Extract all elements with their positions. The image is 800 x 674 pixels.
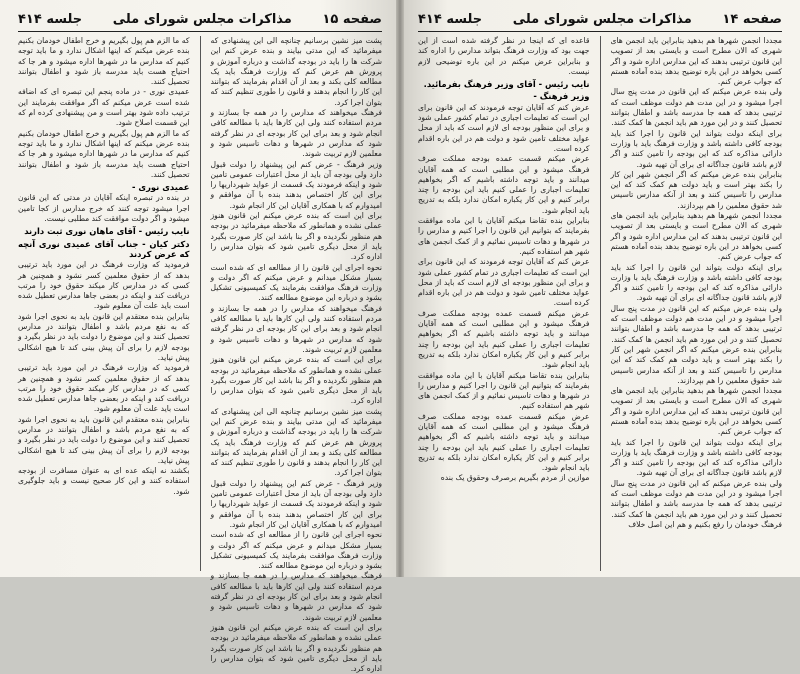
right-page-header bbox=[418, 10, 782, 32]
paragraph: ولی بنده عرض میکنم که این قانون در مدت پنج سال اجرا میشود و در این مدت هم دولت موظف است که ترتیبی بدهد که همه جا مدرسه باشد و اطفال بتوانند تحصیل کنند و در این مورد هم باید انجمن ها کمک کنند. bbox=[610, 87, 782, 128]
paragraph: نحوه اجرای این قانون را از مطالعه ای که شده است بسیار مشکل میدانم و عرض میکنم که اگر دولت و وزارت فرهنگ موافقت بفرمایند یک کمیسیونی تشکیل بشود و درباره این موضوع مطالعه کنند. bbox=[210, 530, 382, 571]
paragraph: مجددا انجمن شهرها هم بدهید بنابراین باید انجمن های شهری که الان مطرح است و بایستی بعد از تصویب این قانون ترتیبی بدهند که این مدارس اداره شود و اگر کسی بخواهد در این باره توضیح بدهد بنده آماده هستم که جواب عرض کنم. bbox=[610, 36, 782, 87]
page-title: مذاکرات مجلس شورای ملی bbox=[512, 11, 692, 27]
text-column-left bbox=[418, 36, 590, 571]
paragraph: برای اینکه دولت بتواند این قانون را اجرا کند باید بودجه کافی داشته باشد و وزارت فرهنگ باید با وزارت دارائی مذاکره کند که این بودجه را تامین کنند و اگر لازم باشد قانون جداگانه ای برای آن تهیه شود. bbox=[610, 128, 782, 169]
page-number: صفحه ۱۵ bbox=[322, 11, 382, 27]
paragraph: که ما الزم هم پول بگیریم و خرج اطفال خودمان بکنیم بنده عرض میکنم که اینها اشکال ندارد و ما باید توجه کنیم که مدارس ما در شهرها اداره میشود و هر جا که احتیاج هست باید مدرسه باز شود و اطفال بتوانند تحصیل کنند. bbox=[18, 128, 190, 179]
speaker-heading: عمیدی نوری - bbox=[132, 182, 190, 193]
text-column-left bbox=[18, 36, 190, 571]
paragraph: برای این است که بنده عرض میکنم این قانون هنوز عملی نشده و همانطور که ملاحظه میفرمائید در بودجه هم منظور نگردیده و اگر بنا باشد این کار صورت بگیرد باید از محل دیگری تامین شود که بتوان مدارس را اداره کرد. bbox=[210, 622, 382, 674]
speaker-heading: نایب رئیس - آقای ماهان نوری ثبت دارند bbox=[24, 226, 190, 237]
column-divider bbox=[600, 36, 601, 571]
paragraph: فرهنگ میخواهند که مدارس را در همه جا بسازند و مردم استفاده کنند ولی این کارها باید با مطالعه کافی انجام شود و بعد برای این کار بودجه ای در نظر گرفته شود که مدارس در شهرها و دهات تاسیس شود و معلمین لازم تربیت شوند. bbox=[210, 108, 382, 159]
speaker-heading: وزیر فرهنگ - bbox=[533, 91, 590, 102]
paragraph: بنابراین بنده عرض میکنم که اگر انجمن شهر این کار را بکند بهتر است و باید دولت هم کمک کند که این مدارس را تاسیس کنند و بعد از آنکه مدارس تاسیس شد حقوق معلمین را هم بپردازند. bbox=[610, 169, 782, 210]
paragraph: وزیر فرهنگ - عرض کنم این پیشنهاد را دولت قبول دارد ولی بودجه آن باید از محل اعتبارات عمومی تامین شود و اینکه فرمودند یک قسمت از عواید شهرداریها را برای این کار اختصاص بدهند بنده با آن موافقم و امیدوارم که با همکاری آقایان این کار انجام شود. bbox=[210, 478, 382, 529]
paragraph: برای این است که بنده عرض میکنم این قانون هنوز عملی نشده و همانطور که ملاحظه میفرمائید در بودجه هم منظور نگردیده و اگر بنا باشد این کار صورت بگیرد باید از محل دیگری تامین شود که بتوان مدارس را اداره کرد. bbox=[210, 211, 382, 262]
paragraph: بنابراین بنده تقاضا میکنم آقایان با این ماده موافقت بفرمایند که بتوانیم این قانون را اجرا کنیم و مدارس را در شهرها و دهات تاسیس نمائیم و از کمک انجمن های شهر هم استفاده کنیم. bbox=[418, 216, 590, 256]
paragraph: عرض میکنم قسمت عمده بودجه مملکت صرف فرهنگ میشود و این مطلبی است که همه آقایان میدانند و باید توجه داشته باشیم که اگر بخواهیم تعلیمات اجباری را عملی کنیم باید این بودجه را چند برابر کنیم و این کار یکباره امکان ندارد بلکه به تدریج باید انجام شود. bbox=[418, 308, 590, 370]
text-column-right bbox=[210, 36, 383, 674]
paragraph: عرض میکنم قسمت عمده بودجه مملکت صرف فرهنگ میشود و این مطلبی است که همه آقایان میدانند و باید توجه داشته باشیم که اگر بخواهیم تعلیمات اجباری را عملی کنیم باید این بودجه را چند برابر کنیم و این کار یکباره امکان ندارد بلکه به تدریج باید انجام شود. bbox=[418, 411, 590, 473]
paragraph: قاعده ای که اینجا در نظر گرفته شده است از این جهت بود که وزارت فرهنگ بتواند مدارس را اداره کند و بنابراین عرض میکنم در این باره توضیحی لازم نیست. bbox=[418, 36, 590, 76]
speaker-heading: دکتر کیان - جناب آقای عمیدی نوری آنچه که عرض کردند bbox=[18, 238, 190, 259]
page-number: صفحه ۱۴ bbox=[722, 11, 782, 27]
paragraph: ولی بنده عرض میکنم که این قانون در مدت پنج سال اجرا میشود و در این مدت هم دولت موظف است که ترتیبی بدهد که همه جا مدرسه باشد و اطفال بتوانند تحصیل کنند و در این مورد هم باید انجمن ها کمک کنند. bbox=[610, 303, 782, 344]
paragraph: در بنده در تبصره اینکه آقایان در مدتی که این قانون اجرا میشود توجه کنند که خرج مدارس از کجا تامین میشود و اگر دولت موافقت کند مطلبی نیست. bbox=[18, 193, 190, 224]
paragraph: بنابراین بنده عرض میکنم که اگر انجمن شهر این کار را بکند بهتر است و باید دولت هم کمک کند که این مدارس را تاسیس کنند و بعد از آنکه مدارس تاسیس شد حقوق معلمین را هم بپردازند. bbox=[610, 344, 782, 385]
paragraph: که ما الزم هم پول بگیریم و خرج اطفال خودمان بکنیم بنده عرض میکنم که اینها اشکال ندارد و ما باید توجه کنیم که مدارس ما در شهرها اداره میشود و هر جا که احتیاج هست باید مدرسه باز شود و اطفال بتوانند تحصیل کنند. bbox=[18, 36, 190, 87]
text-column-right bbox=[611, 36, 783, 571]
paragraph: برای اینکه دولت بتواند این قانون را اجرا کند باید بودجه کافی داشته باشد و وزارت فرهنگ باید با وزارت دارائی مذاکره کند که این بودجه را تامین کنند و اگر لازم باشد قانون جداگانه ای برای آن تهیه شود. bbox=[610, 262, 782, 303]
left-page-header bbox=[18, 10, 382, 32]
paragraph: پشت میز نشین برسانیم چنانچه الی این پیشنهادی که میفرمائید که این مدتی بیایند و بنده عرض کنم این شرکت ها را باید در بودجه گذاشت و درباره آموزش و پرورش هم عرض کنم که وزارت فرهنگ باید یک مطالعه کلی بکند و بعد از آن اقدام بفرمایند که بتوانند این کار را انجام بدهند و قانون را طوری تنظیم کنند که بتوان اجرا کرد. bbox=[210, 36, 382, 107]
paragraph: بنابراین بنده تقاضا میکنم آقایان با این ماده موافقت بفرمایند که بتوانیم این قانون را اجرا کنیم و مدارس را در شهرها و دهات تاسیس نمائیم و از کمک انجمن های شهر هم استفاده کنیم. bbox=[418, 370, 590, 411]
paragraph: فرهنگ خودمان را رفع بکنیم و هم این اصل خلاف bbox=[628, 519, 782, 529]
session-number: جلسه ۴۱۴ bbox=[418, 11, 483, 27]
left-page-columns bbox=[18, 36, 382, 674]
paragraph: برای اینکه دولت بتواند این قانون را اجرا کند باید بودجه کافی داشته باشد و وزارت فرهنگ باید با وزارت دارائی مذاکره کند که این بودجه را تامین کنند و اگر لازم باشد قانون جداگانه ای برای آن تهیه شود. bbox=[610, 437, 782, 478]
paragraph: بنابراین بنده معتقدم این قانون باید به نحوی اجرا شود که به نفع مردم باشد و اطفال بتوانند در مدارس تحصیل کنند و این موضوع را دولت باید در نظر بگیرد و بودجه لازم را برای آن پیش بینی کند تا هیچ اشکالی پیش نیاید. bbox=[18, 414, 190, 465]
paragraph: پشت میز نشین برسانیم چنانچه الی این پیشنهادی که میفرمائید که این مدتی بیایند و بنده عرض کنم این شرکت ها را باید در بودجه گذاشت و درباره آموزش و پرورش هم عرض کنم که وزارت فرهنگ باید یک مطالعه کلی بکند و بعد از آن اقدام بفرمایند که بتوانند این کار را انجام بدهند و قانون را طوری تنظیم کنند که بتوان اجرا کرد. bbox=[210, 406, 382, 478]
paragraph: فرهنگ میخواهند که مدارس را در همه جا بسازند و مردم استفاده کنند ولی این کارها باید با مطالعه کافی انجام شود و بعد برای این کار بودجه ای در نظر گرفته شود که مدارس در شهرها و دهات تاسیس شود و معلمین لازم تربیت شوند. bbox=[210, 303, 382, 354]
paragraph: فرهنگ میخواهند که مدارس را در همه جا بسازند و مردم استفاده کنند ولی این کارها باید با مطالعه کافی انجام شود و بعد برای این کار بودجه ای در نظر گرفته شود که مدارس در شهرها و دهات تاسیس شود و معلمین لازم تربیت شوند. bbox=[210, 571, 382, 622]
paragraph: ولی بنده عرض میکنم که این قانون در مدت پنج سال اجرا میشود و در این مدت هم دولت موظف است که ترتیبی بدهد که همه جا مدرسه باشد و اطفال بتوانند تحصیل کنند و در این مورد هم باید انجمن ها کمک کنند. bbox=[610, 478, 782, 519]
paragraph: وزیر فرهنگ - عرض کنم این پیشنهاد را دولت قبول دارد ولی بودجه آن باید از محل اعتبارات عمومی تامین شود و اینکه فرمودند یک قسمت از عواید شهرداریها را برای این کار اختصاص بدهند بنده با آن موافقم و امیدوارم که با همکاری آقایان این کار انجام شود. bbox=[210, 159, 382, 210]
right-page bbox=[400, 0, 800, 577]
paragraph: عمیدی نوری - در ماده پنجم این تبصره ای که اضافه شده است عرض میکنم که اگر موافقت بفرمایند این ترتیب داده شود بهتر است و من پیشنهادی کرده ام که این قسمت اصلاح شود. bbox=[18, 87, 190, 128]
page-title: مذاکرات مجلس شورای ملی bbox=[112, 11, 292, 27]
paragraph: بنابراین بنده معتقدم این قانون باید به نحوی اجرا شود که به نفع مردم باشد و اطفال بتوانند در مدارس تحصیل کنند و این موضوع را دولت باید در نظر بگیرد و بودجه لازم را برای آن پیش بینی کند تا هیچ اشکالی پیش نیاید. bbox=[18, 311, 190, 362]
right-page-columns bbox=[418, 36, 782, 571]
paragraph: بکشند نه اینکه عده ای به عنوان مسافرت از بودجه استفاده کنند و این کار صحیح نیست و باید جلوگیری شود. bbox=[18, 466, 190, 496]
speaker-heading: نایب رئیس - آقای وزیر فرهنگ بفرمائید. bbox=[423, 79, 590, 90]
paragraph: برای این است که بنده عرض میکنم این قانون هنوز عملی نشده و همانطور که ملاحظه میفرمائید در بودجه هم منظور نگردیده و اگر بنا باشد این کار صورت بگیرد باید از محل دیگری تامین شود که بتوان مدارس را اداره کرد. bbox=[210, 355, 382, 406]
paragraph: مجددا انجمن شهرها هم بدهید بنابراین باید انجمن های شهری که الان مطرح است و بایستی بعد از تصویب این قانون ترتیبی بدهند که این مدارس اداره شود و اگر کسی بخواهد در این باره توضیح بدهد بنده آماده هستم که جواب عرض کنم. bbox=[610, 211, 782, 262]
paragraph: مجددا انجمن شهرها هم بدهید بنابراین باید انجمن های شهری که الان مطرح است و بایستی بعد از تصویب این قانون ترتیبی بدهند که این مدارس اداره شود و اگر کسی بخواهد در این باره توضیح بدهد بنده آماده هستم که جواب عرض کنم. bbox=[610, 386, 782, 437]
book-gutter bbox=[396, 0, 404, 577]
paragraph: نحوه اجرای این قانون را از مطالعه ای که شده است بسیار مشکل میدانم و عرض میکنم که اگر دولت و وزارت فرهنگ موافقت بفرمایند یک کمیسیونی تشکیل بشود و درباره این موضوع مطالعه کنند. bbox=[210, 262, 382, 303]
paragraph: عرض کنم که آقایان توجه فرمودند که این قانون برای این است که تعلیمات اجباری در تمام کشور عملی شود و برای این منظور بودجه ای لازم است که باید از محل عواید مختلف تامین شود و دولت هم در این باره اقدام کرده است. bbox=[418, 102, 590, 153]
session-number: جلسه ۴۱۴ bbox=[18, 11, 83, 27]
paragraph: موازین از مردم بگیریم برصرف وحقوق یک بنده bbox=[440, 473, 590, 483]
column-divider bbox=[200, 36, 201, 571]
paragraph: عرض کنم که آقایان توجه فرمودند که این قانون برای این است که تعلیمات اجباری در تمام کشور عملی شود و برای این منظور بودجه ای لازم است که باید از محل عواید مختلف تامین شود و دولت هم در این باره اقدام کرده است. bbox=[418, 257, 590, 308]
paragraph: فرمودید که وزارت فرهنگ در این مورد باید ترتیبی بدهد که از حقوق معلمین کسر نشود و همچنین هر کسی که در مدارس کار میکند حقوق خود را مرتب دریافت کند و اینکه در بعضی جاها مدارس تعطیل شده است باید علت آن معلوم شود. bbox=[18, 260, 190, 311]
paragraph: عرض میکنم قسمت عمده بودجه مملکت صرف فرهنگ میشود و این مطلبی است که همه آقایان میدانند و باید توجه داشته باشیم که اگر بخواهیم تعلیمات اجباری را عملی کنیم باید این بودجه را چند برابر کنیم و این کار یکباره امکان ندارد بلکه به تدریج باید انجام شود. bbox=[418, 154, 590, 215]
paragraph: فرمودید که وزارت فرهنگ در این مورد باید ترتیبی بدهد که از حقوق معلمین کسر نشود و همچنین هر کسی که در مدارس کار میکند حقوق خود را مرتب دریافت کند و اینکه در بعضی جاها مدارس تعطیل شده است باید علت آن معلوم شود. bbox=[18, 363, 190, 414]
